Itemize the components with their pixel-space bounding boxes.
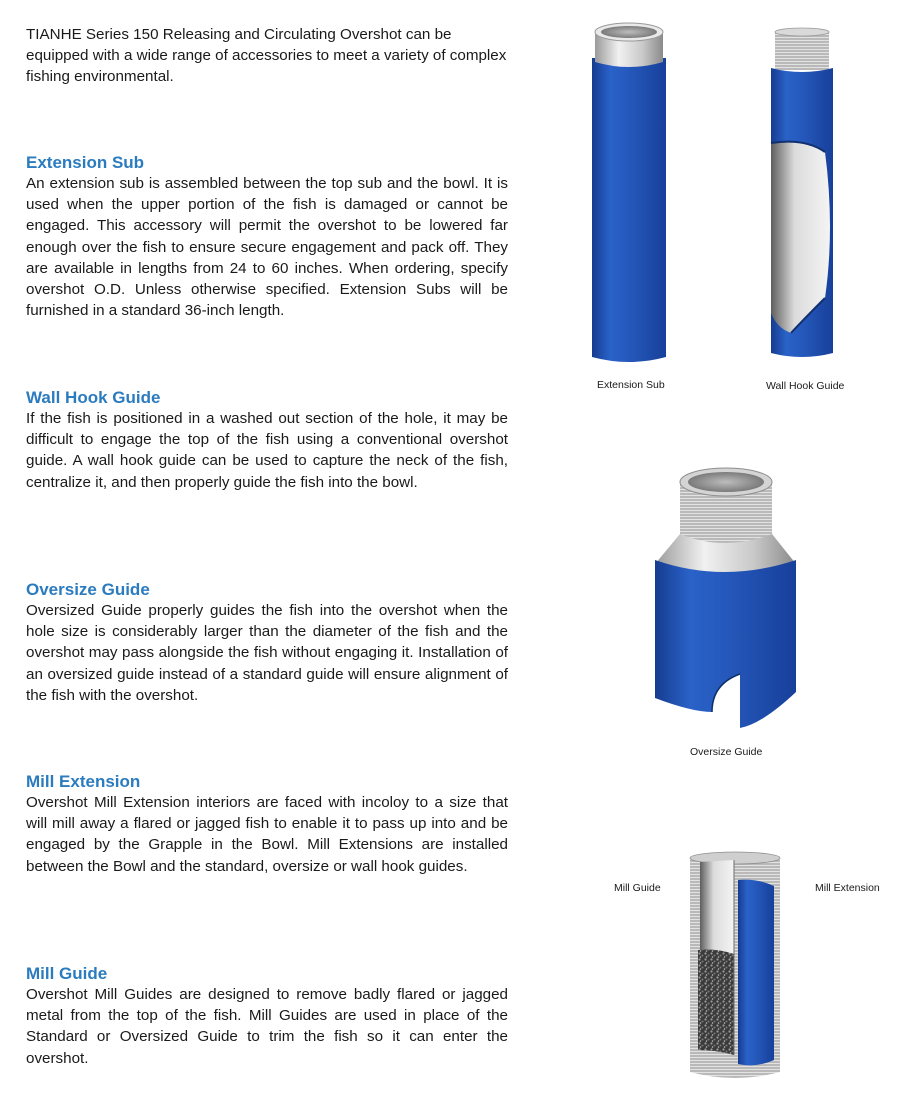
section-title: Oversize Guide: [26, 580, 150, 599]
section-body: Oversized Guide properly guides the fish into the overshot when the hole size is considerably larger than the diameter of the fish and the overshot may pass alongside the fish without engaging it. Installation of an oversized guide instead of a standard guide will ensure alignment of the fish with the overshot.: [26, 602, 508, 704]
section-wall-hook-guide: [26, 387, 508, 493]
intro-paragraph: TIANHE Series 150 Releasing and Circulating Overshot can be equipped with a wide range of accessories to meet a variety of complex fishing environmental.: [26, 26, 507, 86]
section-title: Wall Hook Guide: [26, 388, 161, 407]
caption-mill-guide: Mill Guide: [614, 882, 661, 894]
mill-extension-illustration: [686, 850, 784, 1085]
section-mill-extension: [26, 771, 508, 877]
section-mill-guide: [26, 963, 508, 1069]
section-title: Mill Extension: [26, 772, 141, 791]
caption-wall-hook-guide: Wall Hook Guide: [766, 380, 845, 392]
section-body: Overshot Mill Extension interiors are faced with incoloy to a size that will mill away a flared or jagged fish to enable it to pass up into and be engaged by the Grapple in the Bowl. Mill Extensions are installed between the Bowl and the standard, oversize or wall hook guides.: [26, 794, 508, 875]
caption-extension-sub: Extension Sub: [597, 379, 665, 391]
extension-sub-illustration: [585, 22, 675, 367]
section-extension-sub: [26, 152, 508, 321]
oversize-guide-illustration: [652, 462, 802, 734]
section-title: Extension Sub: [26, 153, 145, 172]
section-body: If the fish is positioned in a washed out section of the hole, it may be difficult to engage the top of the fish using a conventional overshot guide. A wall hook guide can be used to capture the neck of the fish, centralize it, and then properly guide the fish into the bowl.: [26, 410, 508, 491]
section-body: An extension sub is assembled between the top sub and the bowl. It is used when the upper portion of the fish is damaged or cannot be engaged. This accessory will permit the overshot to be lowered far enough over the fish to ensure secure engagement and pack off. They are available in lengths from 24 to 60 inches. When ordering, specify overshot O.D. Unless otherwise specified. Extension Subs will be furnished in a standard 36-inch length.: [26, 175, 508, 320]
caption-oversize-guide: Oversize Guide: [690, 746, 763, 758]
section-body: Overshot Mill Guides are designed to remove badly flared or jagged metal from the top of the fish. Mill Guides are used in place of the Standard or Oversized Guide to trim the fish so it can enter the overshot.: [26, 986, 508, 1067]
section-title: Mill Guide: [26, 964, 108, 983]
section-oversize-guide: [26, 579, 508, 706]
caption-mill-extension: Mill Extension: [815, 882, 880, 894]
wall-hook-guide-illustration: [765, 28, 840, 363]
